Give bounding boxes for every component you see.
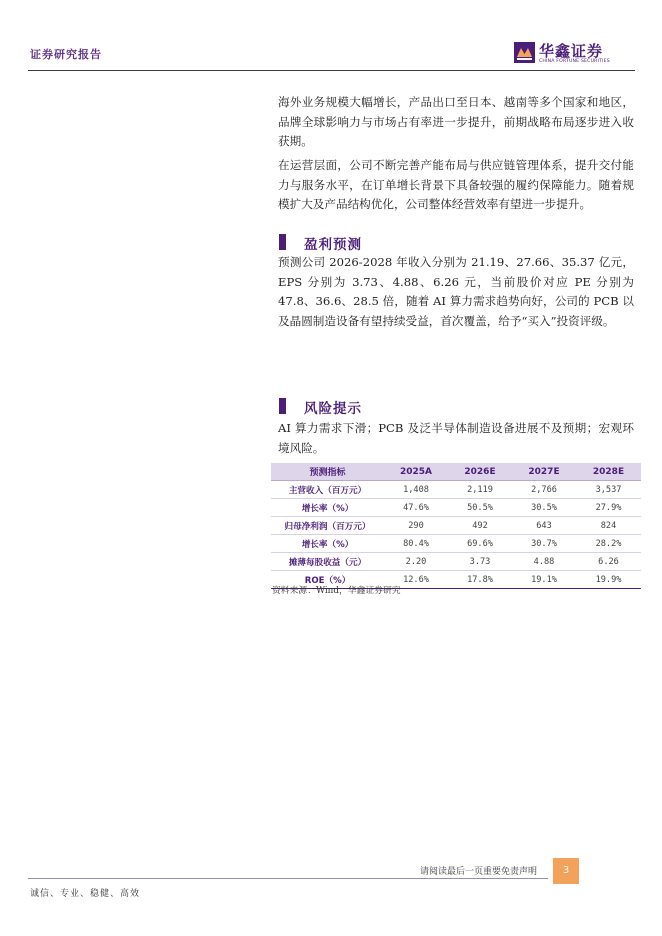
table-cell: 19.1% [512,571,576,589]
report-type-label: 证券研究报告 [30,48,102,61]
section-title: 风险提示 [304,401,362,417]
table-source-note: 资料来源：Wind，华鑫证券研究 [272,586,401,596]
table-cell: 19.9% [576,571,641,589]
table-cell: 2.20 [384,553,448,571]
table-cell: 3,537 [576,481,641,499]
row-label: 归母净利润（百万元） [271,517,384,535]
table-header-cell: 2027E [512,463,576,481]
table-row [271,499,641,517]
table-cell: 643 [512,517,576,535]
table-cell: 2,766 [512,481,576,499]
table-cell: 290 [384,517,448,535]
table-cell: 50.5% [448,499,512,517]
table-row [271,535,641,553]
table-cell: 69.6% [448,535,512,553]
table-cell: 27.9% [576,499,641,517]
row-label: 增长率（%） [271,499,384,517]
section-title: 盈利预测 [304,237,362,253]
logo-text-en: CHINA FORTUNE SECURITIES [539,59,610,64]
table-header-row [271,463,641,481]
table-cell: 47.6% [384,499,448,517]
paragraph-earnings-forecast: 预测公司 2026-2028 年收入分别为 21.19、27.66、35.37 亿元，EPS 分别为 3.73、4.88、6.26 元，当前股价对应 PE 分别为 47.8、36.6、28.5 倍，随着 AI 算力需求趋势向好，公司的 PCB 以及晶圆制造设备有望持续受益，首次覆盖，给予“买入”投资评级。 [278,255,634,328]
table-header-cell: 2025A [384,463,448,481]
table-cell: 1,408 [384,481,448,499]
section-marker [279,234,286,250]
table-cell: 6.26 [576,553,641,571]
table-cell: 28.2% [576,535,641,553]
logo-mark-icon [514,42,535,63]
table-cell: 80.4% [384,535,448,553]
table-header-cell: 2028E [576,463,641,481]
table-cell: 30.5% [512,499,576,517]
row-label: 摊薄每股收益（元） [271,553,384,571]
paragraph-risk: AI 算力需求下滑；PCB 及泛半导体制造设备进展不及预期；宏观环境风险。 [278,421,634,455]
page-number-badge: 3 [553,858,579,884]
table-cell: 2,119 [448,481,512,499]
company-logo [514,40,639,68]
section-marker [279,398,286,414]
table-cell: 17.8% [448,571,512,589]
table-cell: 12.6% [384,571,448,589]
logo-text-cn: 华鑫证券 [539,42,604,60]
table-cell: 30.7% [512,535,576,553]
paragraph-operations: 在运营层面，公司不断完善产能布局与供应链管理体系，提升交付能力与服务水平，在订单增长背景下具备较强的履约保障能力。随着规模扩大及产品结构优化，公司整体经营效率有望进一步提升。 [278,158,634,211]
table-row [271,553,641,571]
table-row [271,517,641,535]
paragraph-overseas-business: 海外业务规模大幅增长，产品出口至日本、越南等多个国家和地区，品牌全球影响力与市场占有率进一步提升，前期战略布局逐步进入收获期。 [278,95,634,148]
table-header-cell: 2026E [448,463,512,481]
disclaimer-notice: 请阅读最后一页重要免责声明 [420,867,538,877]
row-label: 增长率（%） [271,535,384,553]
table-header-cell: 预测指标 [271,463,384,481]
footer-divider [28,878,548,879]
table-cell: 4.88 [512,553,576,571]
forecast-table [271,463,641,589]
row-label: ROE（%） [271,571,384,589]
table-cell: 3.73 [448,553,512,571]
table-cell: 492 [448,517,512,535]
table-row [271,481,641,499]
row-label: 主营收入（百万元） [271,481,384,499]
table-cell: 824 [576,517,641,535]
header-divider [28,70,635,71]
company-motto: 诚信、专业、稳健、高效 [30,889,141,899]
